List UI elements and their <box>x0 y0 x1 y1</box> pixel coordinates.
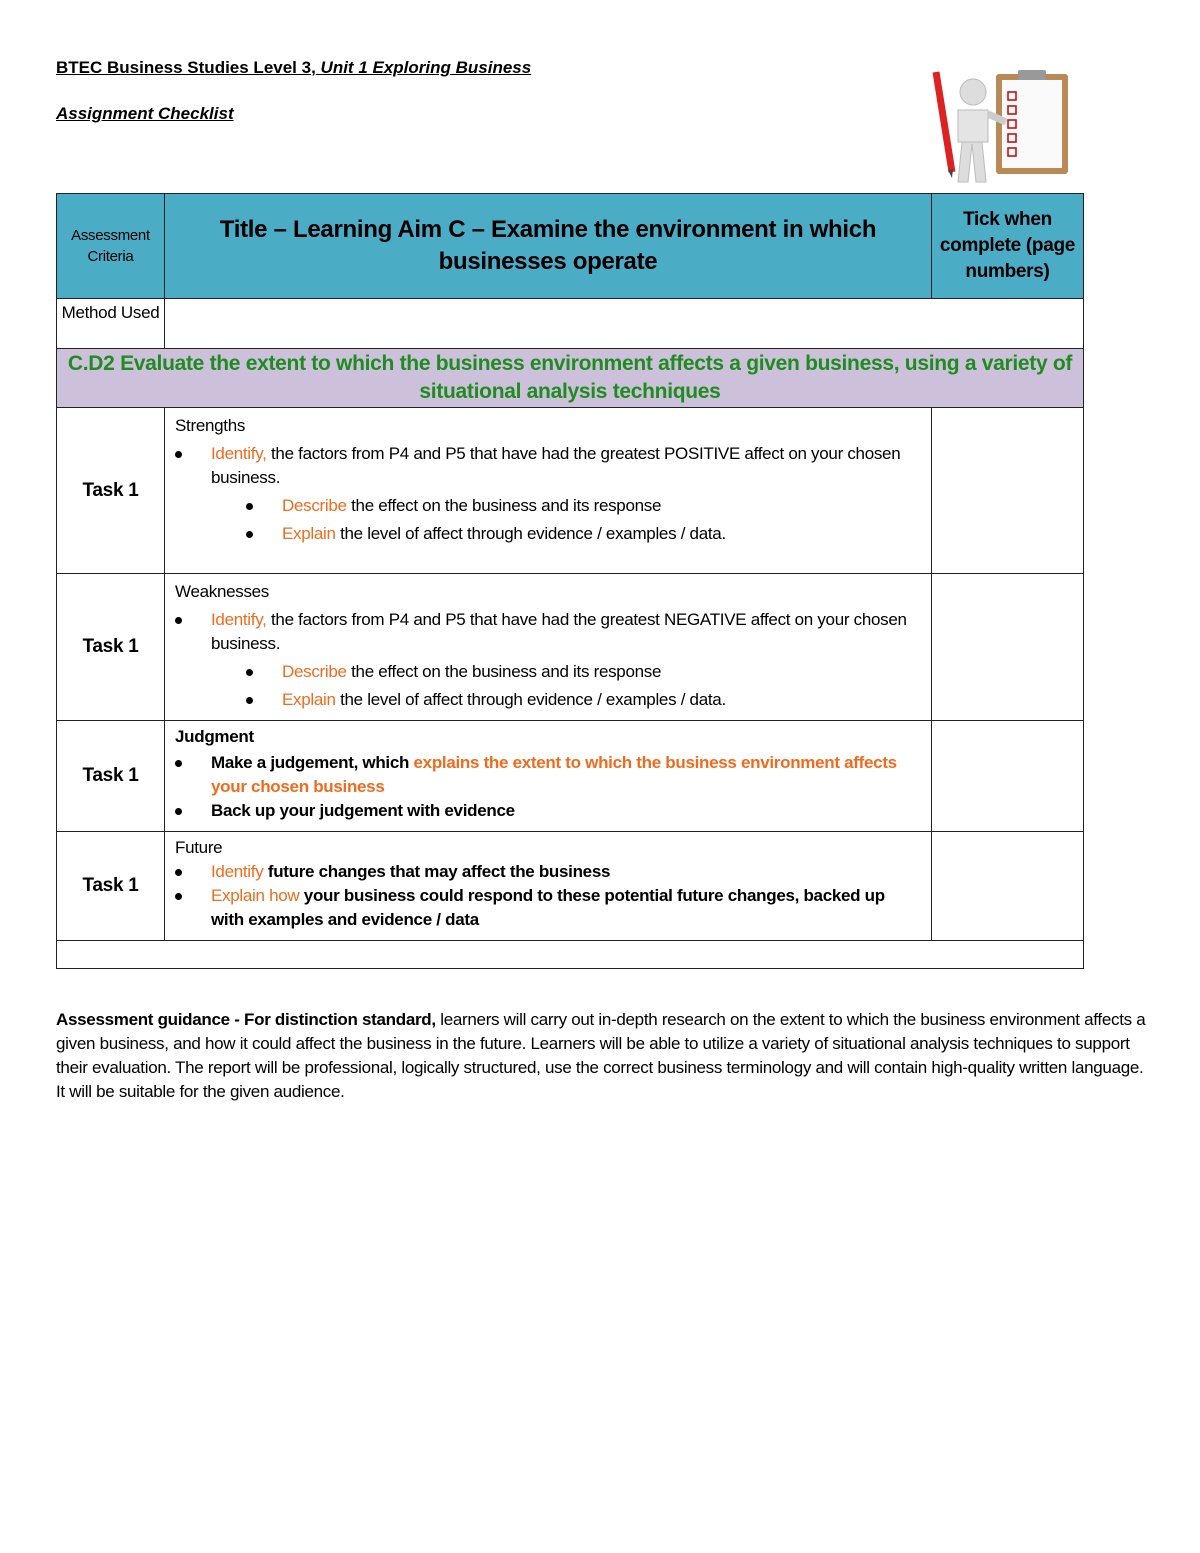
task-label: Task 1 <box>57 408 165 574</box>
tick-when-complete-header: Tick when complete (page numbers) <box>932 194 1084 299</box>
assessment-guidance <box>56 1008 1146 1104</box>
highlight-text: Identify <box>211 862 264 881</box>
highlight-text: Describe <box>282 662 347 681</box>
method-row <box>57 299 1084 349</box>
list-item <box>175 860 921 884</box>
task-label: Task 1 <box>57 832 165 941</box>
task-description <box>165 574 932 721</box>
tick-cell[interactable] <box>932 408 1084 574</box>
course-title: BTEC Business Studies Level 3, <box>56 58 316 77</box>
row-heading: Judgment <box>175 727 254 746</box>
guidance-label: Assessment guidance - For distinction standard, <box>56 1010 436 1029</box>
table-row <box>57 408 1084 574</box>
item-text: Make a judgement, which <box>211 753 414 772</box>
table-row <box>57 574 1084 721</box>
checklist-clipart-image <box>918 62 1078 192</box>
list-item <box>175 522 921 546</box>
assessment-criteria-header: Assessment Criteria <box>57 194 165 299</box>
tick-cell[interactable] <box>932 574 1084 721</box>
highlight-text: Explain <box>282 690 336 709</box>
task-description <box>165 721 932 832</box>
document-heading <box>56 58 531 78</box>
highlight-text: Identify, <box>211 610 267 629</box>
item-text: the factors from P4 and P5 that have had the greatest NEGATIVE affect on your chosen business. <box>211 610 907 653</box>
task-description <box>165 832 932 941</box>
row-heading: Future <box>175 838 223 857</box>
item-text: the effect on the business and its response <box>346 662 662 681</box>
learning-aim-title: Title – Learning Aim C – Examine the environment in which businesses operate <box>165 194 932 299</box>
item-text: the level of affect through evidence / examples / data. <box>335 524 726 543</box>
item-text: the effect on the business and its response <box>346 496 662 515</box>
highlight-text: Explain how <box>211 886 300 905</box>
item-text: the factors from P4 and P5 that have had the greatest POSITIVE affect on your chosen business. <box>211 444 901 487</box>
task-label: Task 1 <box>57 721 165 832</box>
guidance-text: learners will carry out in-depth research on the extent to which the business environment affects a given business, and how it could affect the business in the future. Learners will be able to utilize a variety of situational analysis techniques to support their evaluation. The report will be professional, logically structured, use the correct business terminology and will contain high-quality written language. It will be suitable for the given audience. <box>56 1010 1146 1101</box>
empty-row <box>57 941 1084 969</box>
tick-cell[interactable] <box>932 832 1084 941</box>
row-heading: Weaknesses <box>175 582 270 601</box>
empty-cell <box>57 941 1084 969</box>
list-item <box>175 494 921 518</box>
task-label: Task 1 <box>57 574 165 721</box>
table-header-row <box>57 194 1084 299</box>
method-used-field[interactable] <box>165 299 1084 349</box>
row-heading: Strengths <box>175 416 246 435</box>
item-text: your business could respond to these potential future changes, backed up with examples and evidence / data <box>211 886 885 929</box>
list-item <box>175 442 921 490</box>
list-item <box>175 688 921 712</box>
item-text: Back up your judgement with evidence <box>211 801 515 820</box>
list-item <box>175 884 921 932</box>
highlight-text: explains the extent to which the business environment affects your chosen business <box>211 753 897 796</box>
list-item <box>175 608 921 656</box>
assignment-checklist-table <box>56 193 1084 969</box>
method-used-label: Method Used <box>57 299 165 349</box>
highlight-text: Identify, <box>211 444 267 463</box>
criteria-text: C.D2 Evaluate the extent to which the business environment affects a given business, using a variety of situational analysis techniques <box>57 349 1084 408</box>
tick-cell[interactable] <box>932 721 1084 832</box>
list-item <box>175 751 921 799</box>
highlight-text: Describe <box>282 496 347 515</box>
criteria-row <box>57 349 1084 408</box>
table-row <box>57 721 1084 832</box>
task-description <box>165 408 932 574</box>
highlight-text: Explain <box>282 524 336 543</box>
unit-title: Unit 1 Exploring Business <box>320 58 532 77</box>
list-item <box>175 799 921 823</box>
item-text: future changes that may affect the business <box>263 862 611 881</box>
table-row <box>57 832 1084 941</box>
list-item <box>175 660 921 684</box>
item-text: the level of affect through evidence / examples / data. <box>335 690 726 709</box>
checklist-title: Assignment Checklist <box>56 104 234 123</box>
